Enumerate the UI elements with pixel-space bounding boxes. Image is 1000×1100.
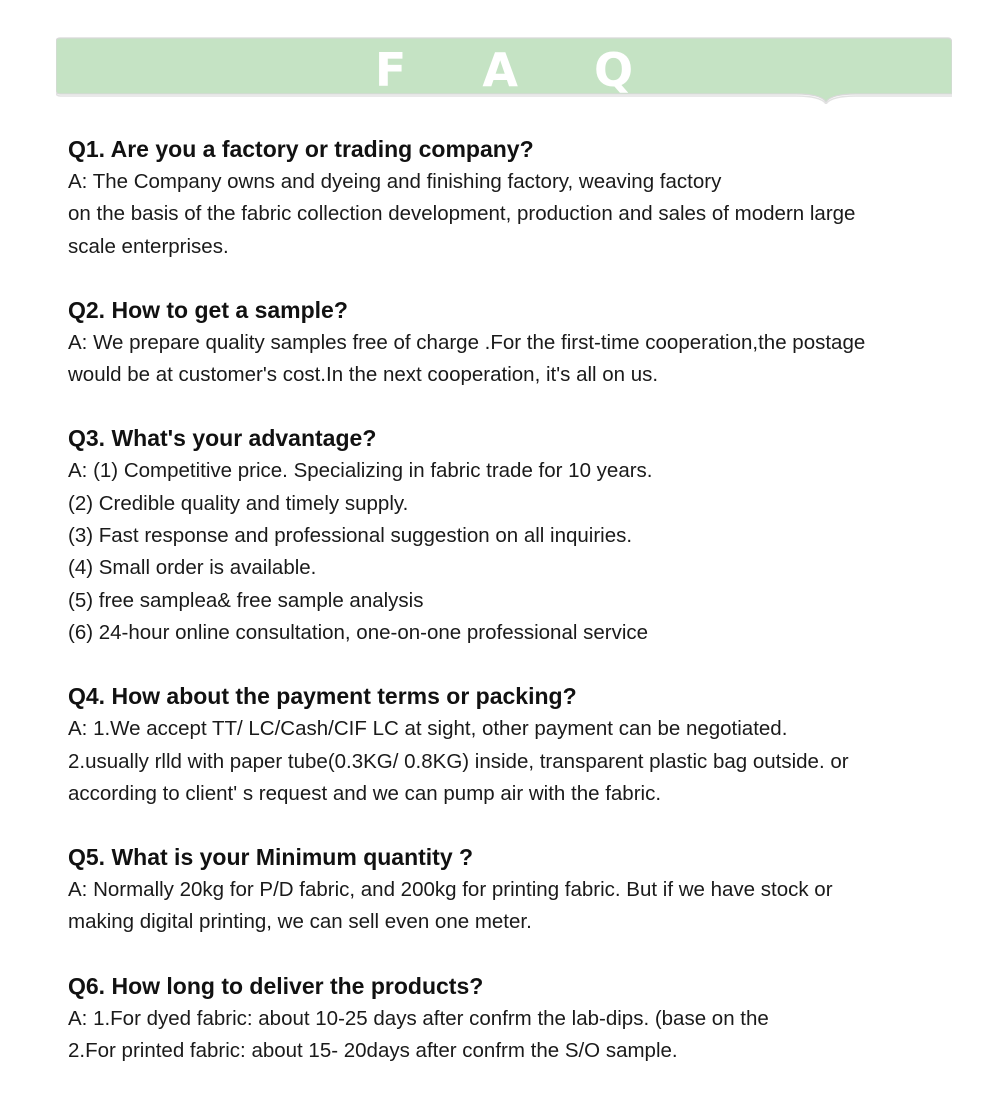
faq-answer-line: (5) free samplea& free sample analysis: [68, 588, 424, 612]
faq-answer-line: (6) 24-hour online consultation, one-on-one professional service: [68, 620, 649, 644]
faq-question: Q6. How long to deliver the products?: [68, 972, 484, 999]
faq-answer-line: would be at customer's cost.In the next cooperation, it's all on us.: [68, 363, 659, 387]
faq-answer-line: A: The Company owns and dyeing and finishing factory, weaving factory: [68, 170, 722, 193]
faq-list: [68, 132, 968, 1067]
faq-answer-line: 2.For printed fabric: about 15- 20days after confrm the S/O sample.: [68, 1039, 678, 1063]
faq-answer-line: A: Normally 20kg for P/D fabric, and 200kg for printing fabric. But if we have stock or: [68, 878, 833, 902]
faq-answer-line: on the basis of the fabric collection development, production and sales of modern large: [68, 202, 856, 226]
faq-answer-line: 2.usually rlld with paper tube(0.3KG/ 0.8KG) inside, transparent plastic bag outside. or: [68, 749, 849, 773]
faq-item-q3: [68, 421, 968, 649]
faq-banner: [56, 36, 952, 100]
faq-answer-line: A: 1.For dyed fabric: about 10-25 days after confrm the lab-dips. (base on the: [68, 1006, 769, 1030]
faq-answer-line: (2) Credible quality and timely supply.: [68, 491, 409, 515]
faq-item-q5: [68, 840, 968, 939]
faq-item-q1: [68, 132, 968, 263]
faq-answer-line: A: (1) Competitive price. Specializing in fabric trade for 10 years.: [68, 459, 653, 483]
faq-item-q4: [68, 679, 968, 810]
faq-question: Q4. How about the payment terms or packing?: [68, 683, 577, 710]
faq-answer-line: (4) Small order is available.: [68, 556, 317, 580]
faq-item-q2: [68, 293, 968, 392]
faq-answer-line: A: 1.We accept TT/ LC/Cash/CIF LC at sight, other payment can be negotiated.: [68, 717, 788, 741]
faq-answer-line: (3) Fast response and professional suggestion on all inquiries.: [68, 524, 633, 548]
faq-answer-line: making digital printing, we can sell even one meter.: [68, 910, 532, 934]
faq-answer-line: scale enterprises.: [68, 234, 229, 258]
faq-answer-line: A: We prepare quality samples free of charge .For the first-time cooperation,the postage: [68, 330, 866, 354]
faq-question: Q2. How to get a sample?: [68, 296, 348, 323]
faq-item-q6: [68, 969, 968, 1068]
faq-question: Q1. Are you a factory or trading company?: [68, 136, 534, 162]
faq-title: F A Q: [374, 43, 664, 97]
faq-question: Q3. What's your advantage?: [68, 425, 377, 452]
faq-question: Q5. What is your Minimum quantity ?: [68, 844, 474, 871]
faq-answer-line: according to client' s request and we can pump air with the fabric.: [68, 781, 662, 805]
